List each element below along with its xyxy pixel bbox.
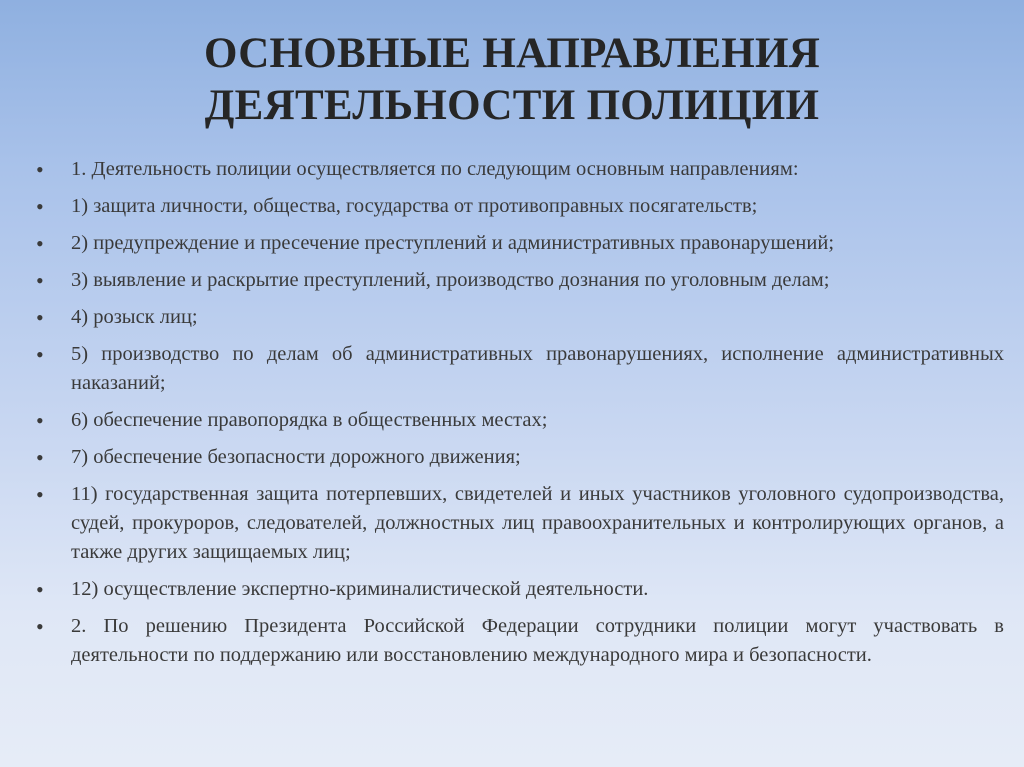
bullet-item xyxy=(36,229,1004,258)
bullet-text: 6) обеспечение правопорядка в общественных местах; xyxy=(71,409,548,431)
bullet-text: 2. По решению Президента Российской Федерации сотрудники полиции могут участвовать в деятельности по поддержанию или восстановлению международного мира и безопасности. xyxy=(71,615,1004,666)
slide-title xyxy=(60,28,964,132)
bullet-dot-icon: • xyxy=(36,408,44,433)
bullet-dot-icon: • xyxy=(36,305,44,330)
bullet-item xyxy=(36,612,1004,670)
bullet-item xyxy=(36,266,1004,295)
bullet-text: 2) предупреждение и пресечение преступлений и административных правонарушений; xyxy=(71,232,835,254)
bullet-text: 3) выявление и раскрытие преступлений, производство дознания по уголовным делам; xyxy=(71,269,830,291)
bullet-dot-icon: • xyxy=(36,231,44,256)
bullet-item xyxy=(36,443,1004,472)
bullet-dot-icon: • xyxy=(36,157,44,182)
bullet-dot-icon: • xyxy=(36,577,44,602)
bullet-list xyxy=(36,155,1004,670)
bullet-item xyxy=(36,480,1004,567)
bullet-text: 1. Деятельность полиции осуществляется по следующим основным направлениям: xyxy=(71,158,799,180)
bullet-dot-icon: • xyxy=(36,342,44,367)
bullet-text: 7) обеспечение безопасности дорожного движения; xyxy=(71,446,521,468)
bullet-item xyxy=(36,340,1004,398)
bullet-item xyxy=(36,155,1004,184)
bullet-item xyxy=(36,406,1004,435)
bullet-item xyxy=(36,575,1004,604)
bullet-dot-icon: • xyxy=(36,614,44,639)
bullet-text: 1) защита личности, общества, государства от противоправных посягательств; xyxy=(71,195,758,217)
bullet-item xyxy=(36,192,1004,221)
bullet-dot-icon: • xyxy=(36,194,44,219)
bullet-text: 11) государственная защита потерпевших, свидетелей и иных участников уголовного судопроизводства, судей, прокуроров, следователей, должностных лиц правоохранительных и контролирующих органов, а также других защищаемых лиц; xyxy=(71,483,1004,563)
bullet-dot-icon: • xyxy=(36,445,44,470)
bullet-text: 5) производство по делам об административных правонарушениях, исполнение административных наказаний; xyxy=(71,343,1004,394)
bullet-dot-icon: • xyxy=(36,268,44,293)
bullet-text: 4) розыск лиц; xyxy=(71,306,198,328)
bullet-dot-icon: • xyxy=(36,482,44,507)
bullet-item xyxy=(36,303,1004,332)
slide-title-line-1: ОСНОВНЫЕ НАПРАВЛЕНИЯ xyxy=(203,30,821,77)
bullet-text: 12) осуществление экспертно-криминалистической деятельности. xyxy=(71,578,649,600)
slide-title-line-2: ДЕЯТЕЛЬНОСТИ ПОЛИЦИИ xyxy=(204,82,820,129)
